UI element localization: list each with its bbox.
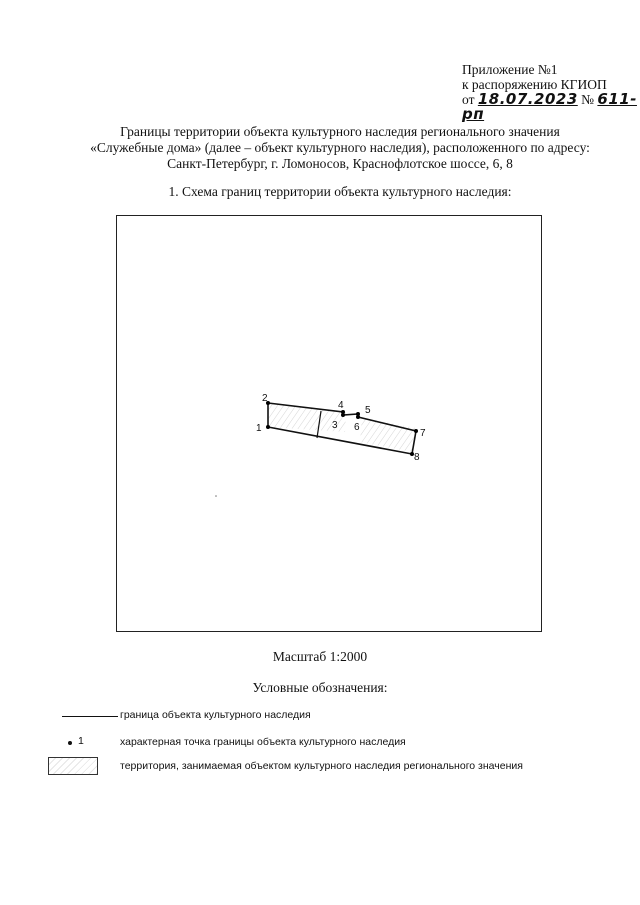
legend-point-symbol <box>48 733 104 753</box>
annex-number: 611-рп <box>462 90 637 123</box>
point-label: 3 <box>332 420 338 431</box>
legend-text: характерная точка границы объекта культурного наследия <box>120 736 406 748</box>
territory-fill <box>360 418 416 452</box>
annex-line-1: Приложение №1 <box>462 62 558 77</box>
annex-date: 18.07.2023 <box>477 90 578 108</box>
boundary-point <box>266 425 270 429</box>
section-heading: 1. Схема границ территории объекта культурного наследия: <box>168 184 512 199</box>
point-label: 4 <box>338 400 344 411</box>
legend-item-territory <box>40 757 600 779</box>
annex-line-2: к распоряжению КГИОП <box>462 77 607 92</box>
point-label: 5 <box>365 405 371 416</box>
point-label: 7 <box>420 428 426 439</box>
point-label: 2 <box>262 393 268 404</box>
legend-text: граница объекта культурного наследия <box>120 709 311 721</box>
annex-block <box>462 62 640 122</box>
legend-point-number: 1 <box>78 735 84 747</box>
scheme-frame <box>116 215 542 632</box>
annex-number-sign: № <box>581 92 595 107</box>
point-dot-icon <box>68 741 72 745</box>
annex-line-3 <box>462 92 640 122</box>
legend-hatched-rect-symbol <box>48 757 98 775</box>
legend-title: Условные обозначения: <box>252 680 388 695</box>
legend-item-point <box>40 733 600 755</box>
boundary-point <box>414 429 418 433</box>
title-line-1: Границы территории объекта культурного наследия регионального значения <box>120 124 560 139</box>
point-label: 6 <box>354 422 360 433</box>
legend-item-boundary <box>40 706 600 728</box>
point-label: 1 <box>256 423 262 434</box>
point-label: 8 <box>414 452 420 463</box>
scan-speck <box>215 495 217 497</box>
title-line-2: «Служебные дома» (далее – объект культурного наследия), расположенного по адресу: <box>90 140 590 155</box>
scale-label: Масштаб 1:2000 <box>272 649 368 664</box>
legend-line-symbol <box>62 716 118 717</box>
boundary-point <box>356 415 360 419</box>
annex-prefix: от <box>462 92 475 107</box>
legend-text: территория, занимаемая объектом культурного наследия регионального значения <box>120 760 523 772</box>
boundary-scheme <box>117 216 543 633</box>
title-line-3: Санкт-Петербург, г. Ломоносов, Краснофлотское шоссе, 6, 8 <box>167 156 513 171</box>
document-title <box>40 124 640 172</box>
